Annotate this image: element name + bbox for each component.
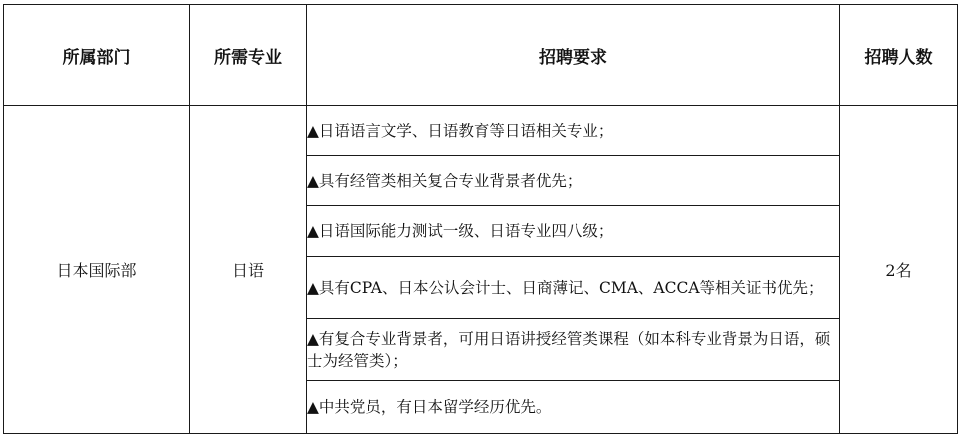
major-cell: 日语 xyxy=(190,106,307,434)
header-department: 所属部门 xyxy=(4,5,190,106)
count-cell: 2名 xyxy=(840,106,958,434)
header-major: 所需专业 xyxy=(190,5,307,106)
header-row xyxy=(4,5,958,106)
requirement-item: ▲日语语言文学、日语教育等日语相关专业； xyxy=(307,106,840,156)
department-cell: 日本国际部 xyxy=(4,106,190,434)
header-count: 招聘人数 xyxy=(840,5,958,106)
header-requirements: 招聘要求 xyxy=(307,5,840,106)
table-row xyxy=(4,106,958,156)
requirement-item: ▲具有经管类相关复合专业背景者优先； xyxy=(307,156,840,206)
requirement-item: ▲日语国际能力测试一级、日语专业四八级； xyxy=(307,206,840,257)
requirement-item: ▲有复合专业背景者，可用日语讲授经管类课程（如本科专业背景为日语，硕士为经管类）； xyxy=(307,319,840,381)
recruitment-table xyxy=(3,4,958,434)
requirement-item: ▲具有CPA、日本公认会计士、日商薄记、CMA、ACCA等相关证书优先； xyxy=(307,257,840,319)
requirement-item: ▲中共党员，有日本留学经历优先。 xyxy=(307,381,840,434)
